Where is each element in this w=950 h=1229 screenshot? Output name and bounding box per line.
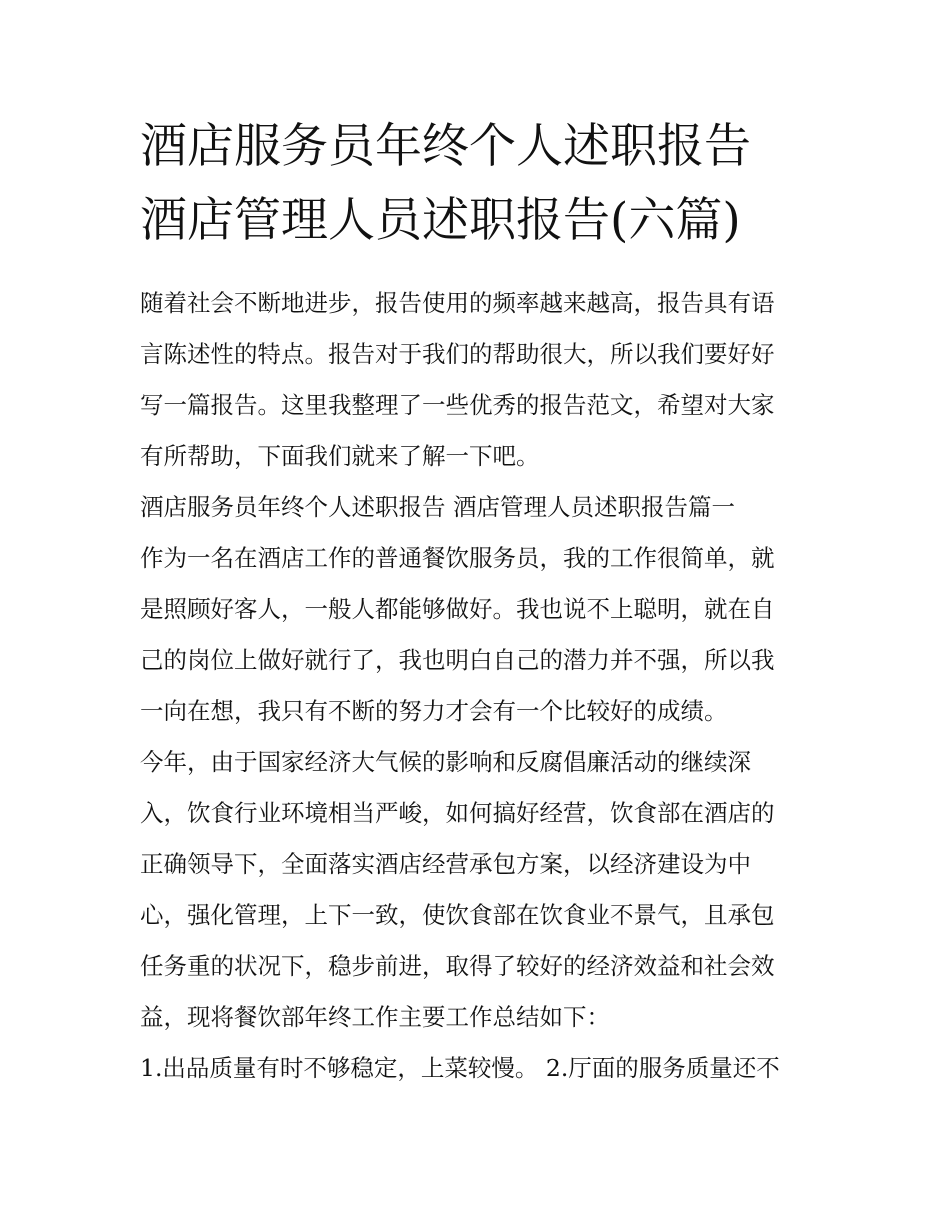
text-line: 1.出品质量有时不够稳定，上菜较慢。 2.厅面的服务质量还不 [140,1054,780,1082]
paragraph-3 [140,1043,820,1094]
text-line: 作为一名在酒店工作的普通餐饮服务员，我的工作很简单，就 [140,544,775,572]
text-line: 写一篇报告。这里我整理了一些优秀的报告范文，希望对大家 [140,391,775,419]
text-line: 随着社会不断地进步，报告使用的频率越来越高，报告具有语 [140,289,775,317]
text-line: 有所帮助，下面我们就来了解一下吧。 [140,442,540,470]
paragraph-2 [140,737,820,1043]
text-line: 益，现将餐饮部年终工作主要工作总结如下： [140,1003,610,1031]
text-line: 正确领导下，全面落实酒店经营承包方案，以经济建设为中 [140,850,751,878]
title-line-1: 酒店服务员年终个人述职报告 [140,119,751,174]
text-line: 入，饮食行业环境相当严峻，如何搞好经营，饮食部在酒店的 [140,799,775,827]
title-line-2: 酒店管理人员述职报告(六篇) [140,193,741,248]
text-line: 己的岗位上做好就行了，我也明白自己的潜力并不强，所以我 [140,646,775,674]
text-line: 是照顾好客人，一般人都能够做好。我也说不上聪明，就在自 [140,595,775,623]
text-line: 言陈述性的特点。报告对于我们的帮助很大，所以我们要好好 [140,340,775,368]
paragraph-1 [140,533,820,737]
text-line: 心，强化管理，上下一致，使饮食部在饮食业不景气，且承包 [140,901,775,929]
section-heading-text: 酒店服务员年终个人述职报告 酒店管理人员述职报告篇一 [140,493,735,521]
document-title [140,110,820,258]
text-line: 一向在想，我只有不断的努力才会有一个比较好的成绩。 [140,697,728,725]
text-line: 今年，由于国家经济大气候的影响和反腐倡廉活动的继续深 [140,748,751,776]
intro-paragraph [140,278,820,482]
section-heading [140,482,820,533]
text-line: 任务重的状况下，稳步前进，取得了较好的经济效益和社会效 [140,952,775,980]
document-body [140,278,820,1094]
